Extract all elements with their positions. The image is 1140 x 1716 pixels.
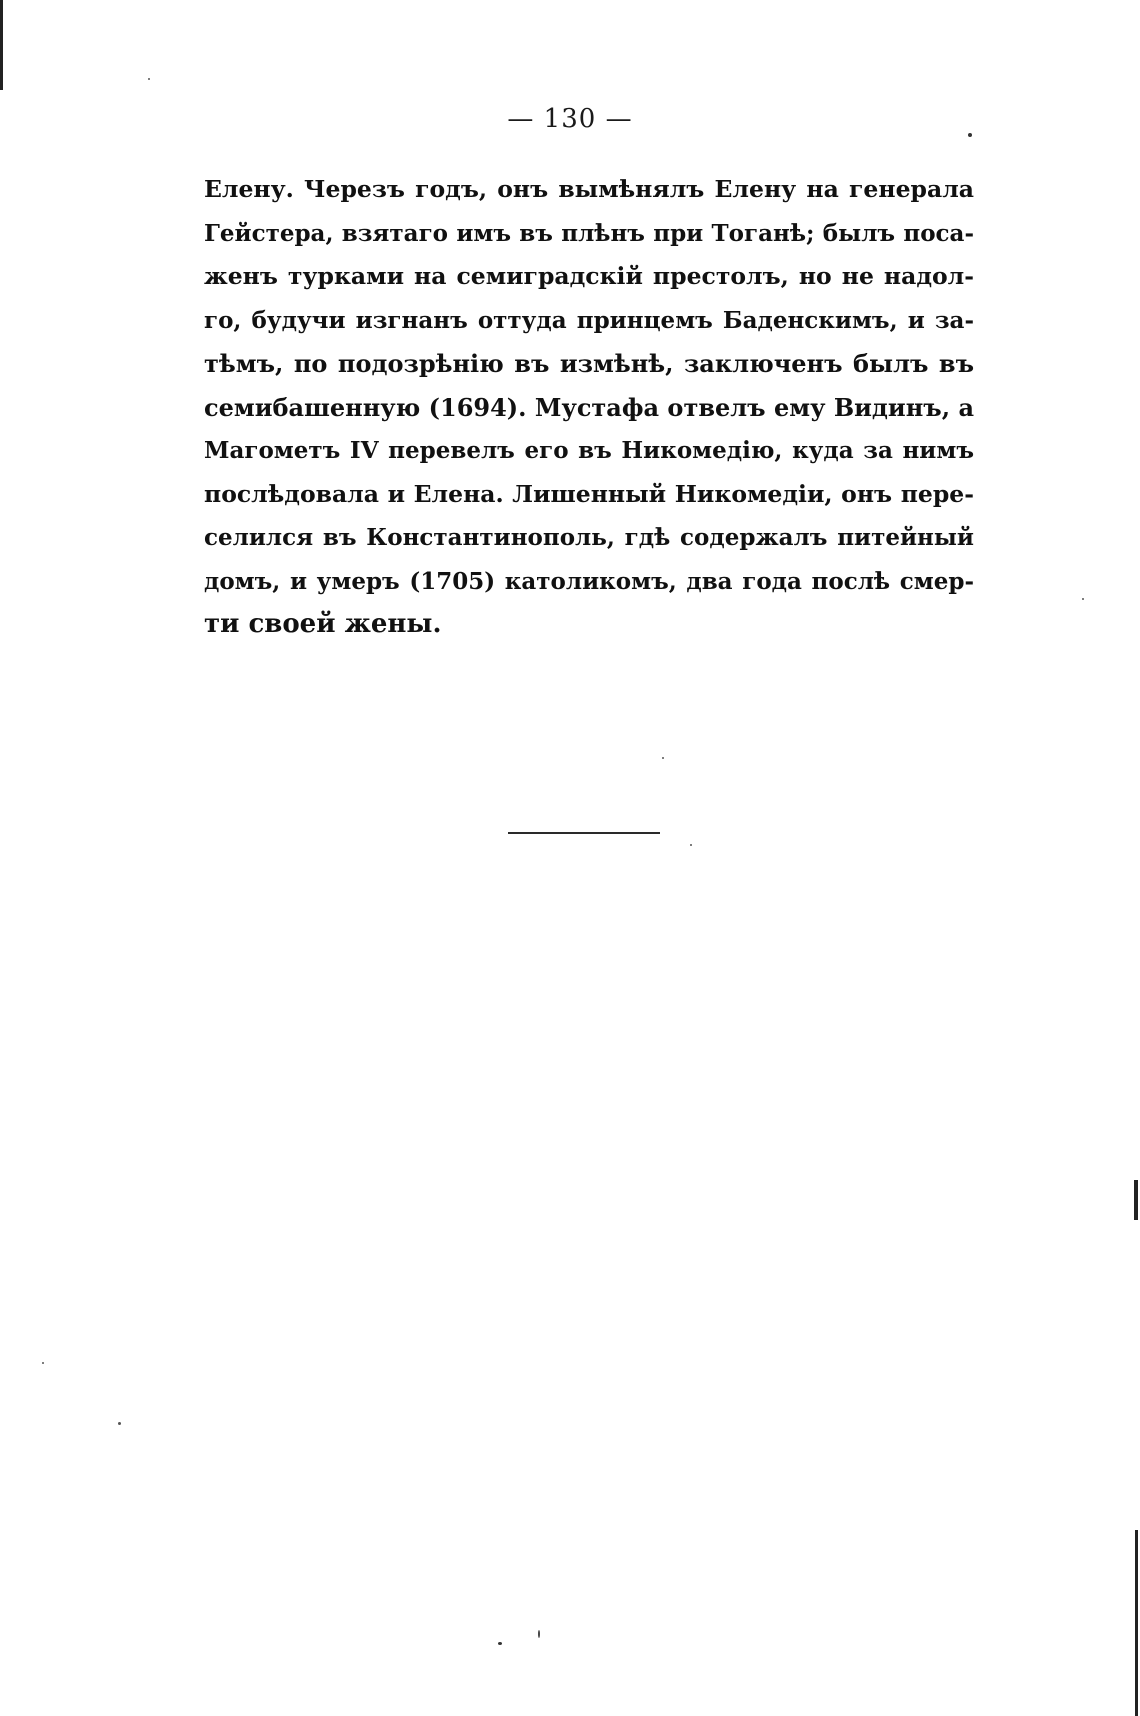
- text-line: женъ турками на семиградскій престолъ, но не надол-: [204, 262, 974, 290]
- print-speck: [690, 844, 692, 846]
- text-line: Магометъ IV перевелъ его въ Никомедію, куда за нимъ: [204, 437, 974, 464]
- text-line-last: ти своей жены.: [204, 609, 442, 639]
- text-line: тѣмъ, по подозрѣнію въ измѣнѣ, заключенъ былъ въ: [204, 349, 974, 378]
- print-speck: [662, 757, 664, 759]
- text-line: го, будучи изгнанъ оттуда принцемъ Баденскимъ, и за-: [204, 306, 974, 334]
- text-line: домъ, и умеръ (1705) католикомъ, два года послѣ смер-: [204, 567, 974, 595]
- print-speck: [1082, 598, 1084, 600]
- text-line: семибашенную (1694). Мустафа отвелъ ему Видинъ, а: [204, 392, 974, 422]
- text-line: Гейстера, взятаго имъ въ плѣнъ при Тоганѣ; былъ поса-: [204, 219, 974, 247]
- print-speck: [538, 1630, 540, 1638]
- print-speck: [118, 1422, 121, 1425]
- section-divider-rule: [508, 832, 660, 834]
- print-speck: [148, 78, 150, 80]
- print-speck: [42, 1362, 44, 1364]
- text-line: селился въ Константинополь, гдѣ содержалъ питейный: [204, 524, 974, 551]
- text-line: Елену. Черезъ годъ, онъ вымѣнялъ Елену на генерала: [204, 175, 974, 203]
- body-paragraph: [204, 168, 974, 647]
- print-speck: [498, 1642, 502, 1645]
- print-speck: [968, 133, 972, 137]
- left-edge-shadow: [0, 0, 3, 90]
- right-edge-shadow-lower: [1135, 1530, 1138, 1716]
- page-number: — 130 —: [507, 104, 633, 134]
- right-edge-shadow: [1134, 1180, 1138, 1220]
- text-line: послѣдовала и Елена. Лишенный Никомедіи, онъ пере-: [204, 479, 974, 508]
